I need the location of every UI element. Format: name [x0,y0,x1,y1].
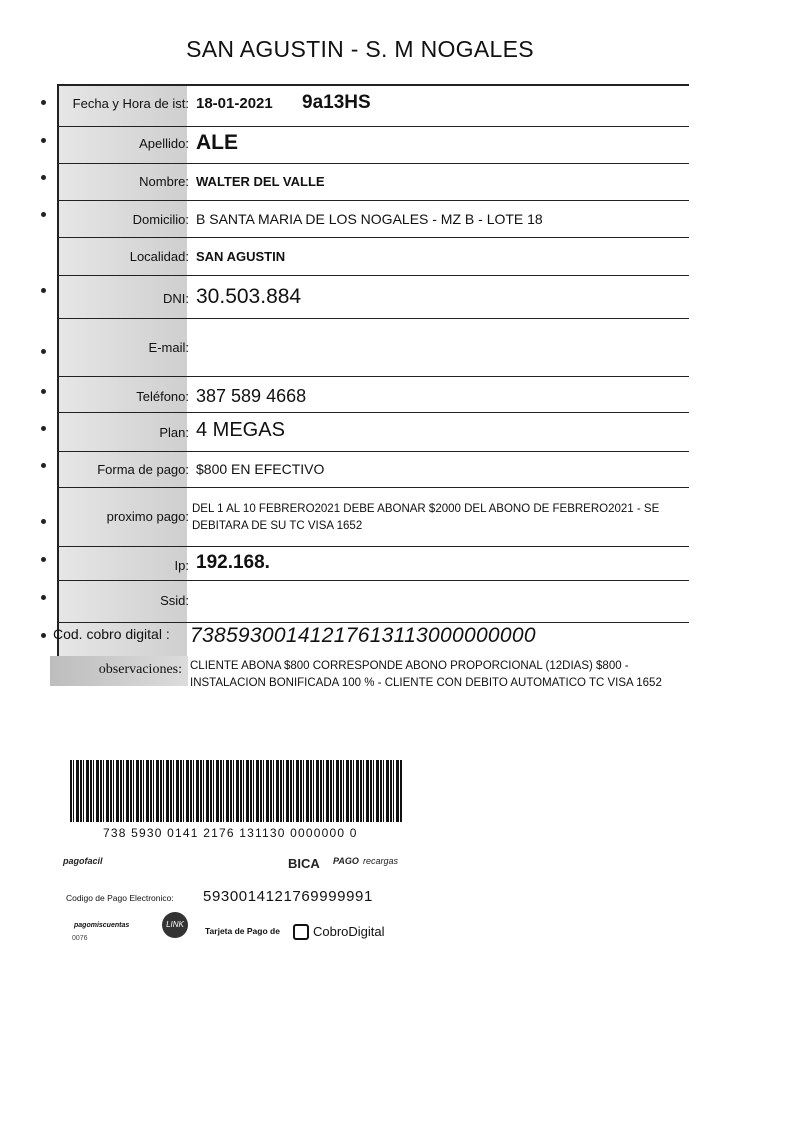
value-localidad: SAN AGUSTIN [196,249,286,264]
value-nombre: WALTER DEL VALLE [196,174,325,189]
value-ip: 192.168. [196,552,270,573]
label-apellido: Apellido: [139,136,189,151]
row-ssid [59,580,689,623]
payment-logos [63,856,413,878]
row-telefono [59,376,689,413]
value-telefono: 387 589 4668 [196,386,307,406]
bullet [41,138,46,143]
label-proximo-pago: proximo pago: [106,509,189,524]
row-email [59,318,689,377]
cobrodigital-logo: CobroDigital [313,924,385,939]
label-localidad: Localidad: [129,249,189,264]
label-observaciones: observaciones: [98,662,182,677]
bullet [41,212,46,217]
row-nombre [59,163,689,201]
value-cod-cobro: 73859300141217613113000000000 [190,624,536,647]
label-ssid: Ssid: [160,593,189,608]
bullet [41,288,46,293]
bullet [41,349,46,354]
value-proximo-pago: DEL 1 AL 10 FEBRERO2021 DEBE ABONAR $2000 DEL ABONO DE FEBRERO2021 - SE DEBITARA DE SU TC VISA 1652 [192,503,660,532]
label-telefono: Teléfono: [136,389,189,404]
label-codigo-pago: Codigo de Pago Electronico: [66,893,174,903]
value-plan: 4 MEGAS [196,419,285,441]
label-forma-pago: Forma de pago: [97,462,189,477]
row-ip [59,546,689,581]
pago-logo: PAGO [333,856,359,866]
value-apellido: ALE [196,131,238,154]
label-nombre: Nombre: [139,174,189,189]
label-domicilio: Domicilio: [132,212,189,227]
value-fecha: 18-01-2021 [196,95,273,112]
page-title: SAN AGUSTIN - S. M NOGALES [186,36,534,62]
bullet [41,175,46,180]
value-dni: 30.503.884 [196,285,302,308]
client-form [57,84,689,656]
row-fecha [59,86,689,127]
label-plan: Plan: [159,425,189,440]
label-cod-cobro: Cod. cobro digital : [53,626,170,642]
recargas-logo: recargas [363,856,399,866]
bullet [41,519,46,524]
tarjeta-label: Tarjeta de Pago de [205,926,280,936]
label-dni: DNI: [163,291,189,306]
row-proximo-pago [59,487,689,547]
label-email: E-mail: [148,340,189,355]
value-hora: 9a13HS [302,92,371,113]
label-fecha: Fecha y Hora de ist: [72,96,189,111]
bullet [41,595,46,600]
bullet [41,557,46,562]
bullet [41,463,46,468]
pagomiscuentas-logo: pagomiscuentas [74,922,130,929]
barcode [70,760,403,822]
bica-logo: BICA [288,856,320,871]
label-ip: Ip: [174,558,189,573]
bullet [41,426,46,431]
value-domicilio: B SANTA MARIA DE LOS NOGALES - MZ B - LOTE 18 [196,211,543,227]
bullet [41,389,46,394]
row-domicilio [59,200,689,238]
link-logo: LINK [162,912,188,938]
row-apellido [59,126,689,164]
row-localidad [59,237,689,276]
pagofacil-logo: pagofacil [63,856,103,866]
barcode-number: 738 5930 0141 2176 131130 0000000 0 [103,826,358,840]
small-code: 0076 [72,935,88,942]
bullet [41,100,46,105]
bullet [41,633,46,638]
cobrodigital-icon [293,924,309,940]
value-forma-pago: $800 EN EFECTIVO [196,461,325,477]
row-forma-pago [59,451,689,488]
value-observaciones: CLIENTE ABONA $800 CORRESPONDE ABONO PROPORCIONAL (12DIAS) $800 - INSTALACION BONIFICADA 100 % - CLIENTE CON DEBITO AUTOMATICO TC VISA 1652 [190,660,662,689]
row-dni [59,275,689,319]
row-plan [59,412,689,452]
value-codigo-pago: 5930014121769999991 [203,888,373,905]
